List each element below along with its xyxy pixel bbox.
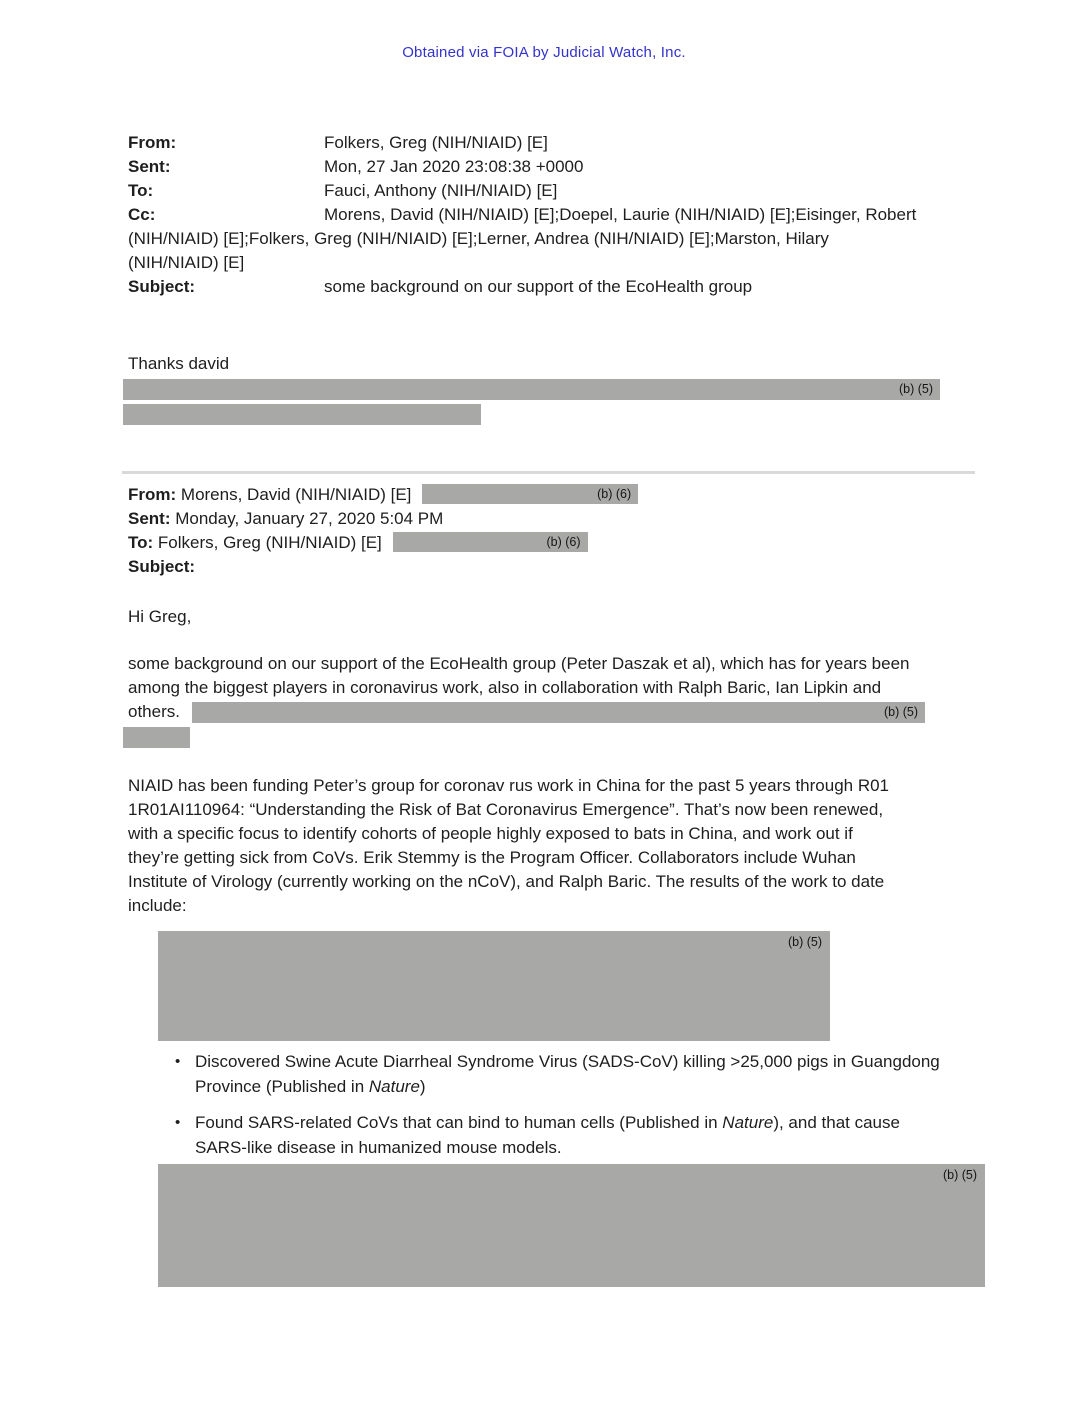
bullet-line: Discovered Swine Acute Diarrheal Syndrome Virus (SADS-CoV) killing >25,000 pigs in Guangdong bbox=[195, 1052, 940, 1071]
paragraph-line: others. bbox=[128, 702, 180, 721]
redaction-code: (b) (5) bbox=[942, 1168, 977, 1182]
redaction-bar bbox=[123, 404, 481, 425]
redaction-block bbox=[158, 931, 830, 1041]
redaction-block bbox=[158, 1164, 985, 1287]
redaction-bar bbox=[422, 484, 638, 504]
quoted-to-row bbox=[128, 531, 952, 555]
quoted-subject-label: Subject: bbox=[128, 557, 196, 576]
quoted-from-label: From: bbox=[128, 485, 177, 504]
header-row-cc bbox=[128, 203, 952, 227]
redaction-code: (b) (5) bbox=[898, 382, 933, 396]
sent-label: Sent: bbox=[128, 157, 171, 176]
bullet-marker-icon: • bbox=[175, 1053, 181, 1070]
redaction-bar bbox=[192, 702, 925, 723]
from-value: Folkers, Greg (NIH/NIAID) [E] bbox=[324, 133, 548, 152]
quoted-greeting: Hi Greg, bbox=[128, 607, 192, 626]
paragraph-line: include: bbox=[128, 896, 187, 915]
quoted-paragraph-2 bbox=[128, 774, 952, 918]
quoted-from-row bbox=[128, 483, 952, 507]
bullet-item bbox=[175, 1110, 952, 1160]
redaction-bar bbox=[123, 379, 940, 400]
redaction-code: (b) (6) bbox=[597, 487, 632, 501]
paragraph-line: some background on our support of the EcoHealth group (Peter Daszak et al), which has for years been bbox=[128, 654, 910, 673]
paragraph-line: NIAID has been funding Peter’s group for coronav rus work in China for the past 5 years through R01 bbox=[128, 776, 890, 795]
paragraph-line: they’re getting sick from CoVs. Erik Stemmy is the Program Officer. Collaborators include Wuhan bbox=[128, 848, 856, 867]
quoted-sent-value: Monday, January 27, 2020 5:04 PM bbox=[175, 509, 444, 528]
header-row-sent bbox=[128, 155, 952, 179]
reply-text: Thanks david bbox=[128, 354, 230, 373]
cc-value: Morens, David (NIH/NIAID) [E];Doepel, Laurie (NIH/NIAID) [E];Eisinger, Robert bbox=[324, 205, 917, 224]
quoted-to-value: Folkers, Greg (NIH/NIAID) [E] bbox=[157, 533, 382, 552]
quoted-to-label: To: bbox=[128, 533, 154, 552]
quoted-sent-label: Sent: bbox=[128, 509, 171, 528]
quoted-paragraph-1 bbox=[128, 652, 952, 748]
quoted-subject-row bbox=[128, 555, 952, 579]
cc-label: Cc: bbox=[128, 205, 156, 224]
paragraph-line: Institute of Virology (currently working on the nCoV), and Ralph Baric. The results of the work to date bbox=[128, 872, 885, 891]
bullet-marker-icon: • bbox=[175, 1114, 181, 1131]
bullet-item bbox=[175, 1049, 952, 1099]
subject-value: some background on our support of the EcoHealth group bbox=[324, 277, 753, 296]
quoted-message-divider bbox=[122, 471, 975, 474]
header-row-from bbox=[128, 131, 952, 155]
bullet-text-segment: ) bbox=[419, 1077, 426, 1096]
redaction-code: (b) (5) bbox=[883, 705, 918, 719]
paragraph-line: among the biggest players in coronavirus work, also in collaboration with Ralph Baric, Ian Lipkin and bbox=[128, 678, 882, 697]
redaction-code: (b) (5) bbox=[787, 935, 822, 949]
header-row-to bbox=[128, 179, 952, 203]
to-label: To: bbox=[128, 181, 154, 200]
bullet-line bbox=[195, 1074, 940, 1099]
redaction-bar bbox=[393, 532, 588, 552]
quoted-sent-row bbox=[128, 507, 952, 531]
email-header bbox=[128, 131, 952, 299]
redaction-bar bbox=[123, 727, 190, 748]
bullet-text-segment: Found SARS-related CoVs that can bind to human cells (Published in bbox=[195, 1113, 723, 1132]
to-value: Fauci, Anthony (NIH/NIAID) [E] bbox=[324, 181, 558, 200]
bullet-line bbox=[195, 1110, 900, 1135]
paragraph-line: with a specific focus to identify cohorts of people highly exposed to bats in China, and work out if bbox=[128, 824, 853, 843]
from-label: From: bbox=[128, 133, 177, 152]
bullet-text bbox=[195, 1049, 940, 1099]
bullet-text-segment: Province (Published in bbox=[195, 1077, 369, 1096]
journal-name: Nature bbox=[722, 1113, 774, 1132]
foia-banner: Obtained via FOIA by Judicial Watch, Inc. bbox=[402, 44, 686, 61]
header-row-subject bbox=[128, 275, 952, 299]
sent-value: Mon, 27 Jan 2020 23:08:38 +0000 bbox=[324, 157, 584, 176]
quoted-from-value: Morens, David (NIH/NIAID) [E] bbox=[180, 485, 412, 504]
paragraph-line: 1R01AI110964: “Understanding the Risk of Bat Coronavirus Emergence”. That’s now been renewed, bbox=[128, 800, 884, 819]
journal-name: Nature bbox=[368, 1077, 420, 1096]
cc-value-wrap-2: (NIH/NIAID) [E] bbox=[128, 253, 245, 272]
cc-value-wrap-1: (NIH/NIAID) [E];Folkers, Greg (NIH/NIAID) [E];Lerner, Andrea (NIH/NIAID) [E];Marston, Hilary bbox=[128, 229, 829, 248]
paragraph-line-with-redaction bbox=[128, 700, 952, 724]
email-document bbox=[128, 131, 977, 1287]
subject-label: Subject: bbox=[128, 277, 196, 296]
bullet-text-segment: ), and that cause bbox=[773, 1113, 900, 1132]
quoted-email-header bbox=[128, 483, 952, 579]
bullet-line: SARS-like disease in humanized mouse models. bbox=[195, 1138, 562, 1157]
redaction-code: (b) (6) bbox=[546, 535, 581, 549]
bullet-text bbox=[195, 1110, 900, 1160]
